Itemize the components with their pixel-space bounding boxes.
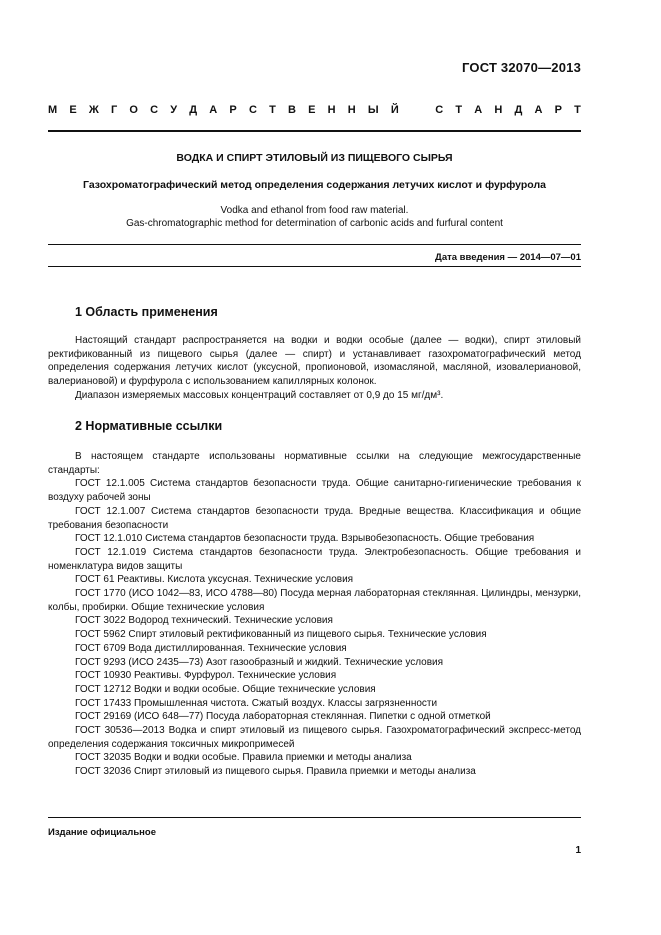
reference-item: ГОСТ 12.1.019 Система стандартов безопасности труда. Электробезопасность. Общие требования и номенклатура видов защиты [48, 546, 581, 572]
banner-letter: Т [455, 104, 463, 116]
document-subtitle: Газохроматографический метод определения содержания летучих кислот и фурфурола [83, 179, 546, 191]
reference-item: ГОСТ 1770 (ИСО 1042—83, ИСО 4788—80) Посуда мерная лабораторная стеклянная. Цилиндры, мензурки, колбы, пробирки. Общие технические условия [48, 588, 581, 613]
banner-letter: Н [494, 104, 503, 116]
banner-letter: Г [110, 104, 118, 116]
standard-number: ГОСТ 32070—2013 [462, 60, 581, 75]
banner-letter: Ы [367, 104, 379, 116]
banner-letter: А [474, 104, 483, 116]
date-divider [48, 266, 581, 267]
reference-item: ГОСТ 12712 Водки и водки особые. Общие технические условия [75, 683, 376, 695]
banner-letter: Т [574, 104, 581, 116]
reference-item: ГОСТ 6709 Вода дистиллированная. Технические условия [75, 642, 347, 654]
banner-letter: Е [69, 104, 77, 116]
banner-letter: С [150, 104, 159, 116]
document-title: ВОДКА И СПИРТ ЭТИЛОВЫЙ ИЗ ПИЩЕВОГО СЫРЬЯ [176, 152, 453, 164]
title-divider [48, 244, 581, 245]
banner-letter: О [129, 104, 138, 116]
interstate-standard-banner [48, 104, 581, 116]
section-1-paragraph-1: Настоящий стандарт распространяется на водки и водки особые (далее — водки), спирт этиловый ректификованный из пищевого сырья (далее — спирт) и устанавливает газохроматографический метод определения содержания летучих кислот (уксусной, пропионовой, изомасляной, масляной, изовалериановой, валериановой) и фурфурола с использованием капиллярных колонок. [48, 335, 581, 388]
page-number: 1 [575, 845, 581, 856]
reference-item: ГОСТ 32035 Водки и водки особые. Правила приемки и методы анализа [75, 752, 412, 764]
english-title-line-2: Gas-chromatographic method for determination of carbonic acids and furfural content [126, 218, 503, 229]
banner-letter: Т [269, 104, 276, 116]
normative-references [48, 450, 581, 779]
banner-letter: Ж [88, 104, 99, 116]
reference-item: ГОСТ 32036 Спирт этиловый из пищевого сырья. Правила приемки и методы анализа [75, 766, 476, 778]
section-2-heading: 2 Нормативные ссылки [75, 419, 223, 433]
reference-item: ГОСТ 30536—2013 Водка и спирт этиловый из пищевого сырья. Газохроматографический экспресс-метод определения содержания токсичных микропримесей [48, 725, 581, 750]
banner-letter: Н [347, 104, 356, 116]
effective-date: Дата введения — 2014—07—01 [435, 252, 581, 263]
banner-letter: С [435, 104, 444, 116]
banner-letter: А [209, 104, 218, 116]
banner-letter: Е [308, 104, 316, 116]
banner-letter: Р [229, 104, 237, 116]
reference-item: ГОСТ 12.1.005 Система стандартов безопасности труда. Общие санитарно-гигиенические требования к воздуху рабочей зоны [48, 478, 581, 504]
banner-letter: Д [514, 104, 523, 116]
section-1-heading: 1 Область применения [75, 305, 218, 319]
english-title-line-1: Vodka and ethanol from food raw material. [220, 205, 409, 216]
reference-item: ГОСТ 9293 (ИСО 2435—73) Азот газообразный и жидкий. Технические условия [75, 656, 444, 668]
banner-letter: Н [327, 104, 336, 116]
banner-letter: Д [189, 104, 198, 116]
banner-letter: А [534, 104, 543, 116]
reference-item: ГОСТ 10930 Реактивы. Фурфурол. Технические условия [75, 670, 337, 682]
reference-item: ГОСТ 12.1.010 Система стандартов безопасности труда. Взрывобезопасность. Общие требования [75, 533, 535, 545]
banner-letter: С [248, 104, 257, 116]
banner-letter: Й [390, 104, 399, 116]
section-1-body [48, 334, 581, 403]
edition-note: Издание официальное [48, 827, 156, 838]
references-intro: В настоящем стандарте использованы нормативные ссылки на следующие межгосударственные стандарты: [48, 451, 581, 476]
reference-item: ГОСТ 17433 Промышленная чистота. Сжатый воздух. Классы загрязненности [75, 697, 438, 709]
reference-item: ГОСТ 5962 Спирт этиловый ректификованный из пищевого сырья. Технические условия [75, 629, 487, 641]
footer-divider [48, 817, 581, 818]
header-divider [48, 130, 581, 132]
reference-item: ГОСТ 29169 (ИСО 648—77) Посуда лабораторная стеклянная. Пипетки с одной отметкой [75, 711, 491, 723]
reference-item: ГОСТ 61 Реактивы. Кислота уксусная. Технические условия [75, 574, 354, 586]
reference-item: ГОСТ 3022 Водород технический. Технические условия [75, 615, 333, 627]
reference-item: ГОСТ 12.1.007 Система стандартов безопасности труда. Вредные вещества. Классификация и общие требования безопасности [48, 505, 581, 531]
banner-letter: В [287, 104, 296, 116]
banner-letter: У [170, 104, 178, 116]
section-1-paragraph-2: Диапазон измеряемых массовых концентраций составляет от 0,9 до 15 мг/дм³. [75, 389, 444, 401]
banner-letter: М [48, 104, 58, 116]
banner-letter: Р [554, 104, 562, 116]
